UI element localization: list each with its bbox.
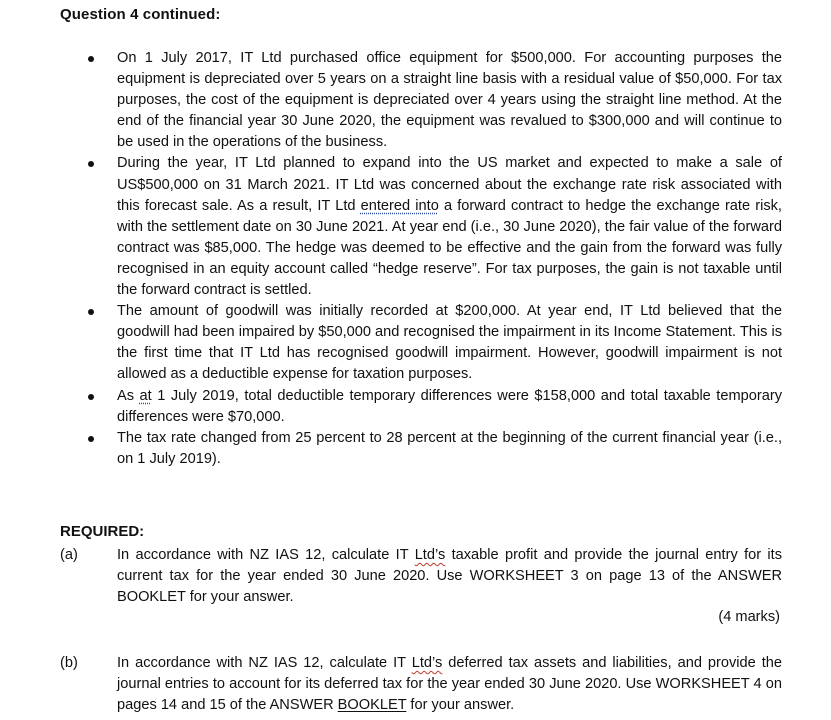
part-b-text-middle: deferred tax assets and liabilities, and provide the journal entries to account for its deferred tax for the year ended 30 June 2020. Use WORKSHEET 4 on pages 14 and 15 of the ANSWER	[117, 655, 782, 714]
bullet-dot-icon	[88, 309, 94, 315]
bullet-text: The tax rate changed from 25 percent to 28 percent at the beginning of the current financial year (i.e., on 1 July 2019).	[117, 429, 782, 467]
part-b-label: (b)	[60, 655, 78, 671]
bullet-text: On 1 July 2017, IT Ltd purchased office equipment for $500,000. For accounting purposes the equipment is depreciated over 5 years on a straight line basis with a residual value of $50,000. For tax purposes, the cost of the equipment is depreciated over 4 years using the straight line method. At the end of the financial year 30 June 2020, the equipment was revalued to $300,000 and will continue to be used in the operations of the business.	[117, 50, 782, 151]
spelling-marked-text: Ltd’s	[411, 655, 443, 671]
bullet-dot-icon	[88, 394, 94, 400]
bullet-text: The amount of goodwill was initially recorded at $200,000. At year end, IT Ltd believed that the goodwill had been impaired by $50,000 and recognised the impairment in its Income Statement. This is the first time that IT Ltd has recognised goodwill impairment. However, goodwill impairment is not allowed as a deductible expense for taxation purposes.	[117, 303, 782, 383]
facts-bullet-list	[0, 48, 831, 470]
part-b-text-after: for your answer.	[406, 697, 515, 714]
bullet-text-after: a forward contract to hedge the exchange rate risk, with the settlement date on 30 June 2021. At year end (i.e., 30 June 2020), the fair value of the forward contract was $85,000. The hedge was deemed to be effective and the gain from the forward was fully recognised in an equity account called “hedge reserve”. For tax purposes, the gain is not taxable until the forward contract is settled.	[117, 197, 782, 299]
part-a-text-before: In accordance with NZ IAS 12, calculate IT	[117, 547, 415, 563]
bullet-dot-icon	[88, 56, 94, 62]
part-a-label: (a)	[60, 547, 78, 563]
part-b-text-before: In accordance with NZ IAS 12, calculate IT	[117, 655, 412, 671]
bullet-text-after: 1 July 2019, total deductible temporary differences were $158,000 and total taxable temporary differences were $70,000.	[117, 387, 782, 425]
underlined-text: BOOKLET	[337, 697, 407, 714]
part-a-marks: (4 marks)	[718, 609, 780, 625]
required-heading: REQUIRED:	[60, 523, 145, 540]
bullet-goodwill	[0, 301, 782, 385]
bullet-equipment	[0, 48, 782, 153]
part-a-text-after: taxable profit and provide the journal entry for its current tax for the year ended 30 June 2020. Use WORKSHEET 3 on page 13 of the ANSWER BOOKLET for your answer.	[117, 547, 783, 606]
grammar-marked-text: entered into	[360, 197, 439, 214]
bullet-temporary-differences	[0, 386, 782, 428]
bullet-text-before: During the year, IT Ltd planned to expand into the US market and expected to make a sale of US$500,000 on 31 March 2021. IT Ltd was concerned about the exchange rate risk associated with this forecast sale. As a result, IT Ltd	[117, 155, 782, 214]
bullet-forward-contract	[0, 153, 782, 301]
part-b-text	[117, 653, 782, 716]
bullet-dot-icon	[88, 161, 94, 167]
bullet-tax-rate	[0, 428, 782, 470]
section-heading: Question 4 continued:	[60, 6, 221, 23]
part-a-text	[117, 545, 782, 608]
bullet-text-before: As	[117, 387, 140, 404]
grammar-marked-text: at	[139, 387, 152, 404]
bullet-dot-icon	[88, 436, 94, 442]
spelling-marked-text: Ltd’s	[414, 547, 446, 563]
